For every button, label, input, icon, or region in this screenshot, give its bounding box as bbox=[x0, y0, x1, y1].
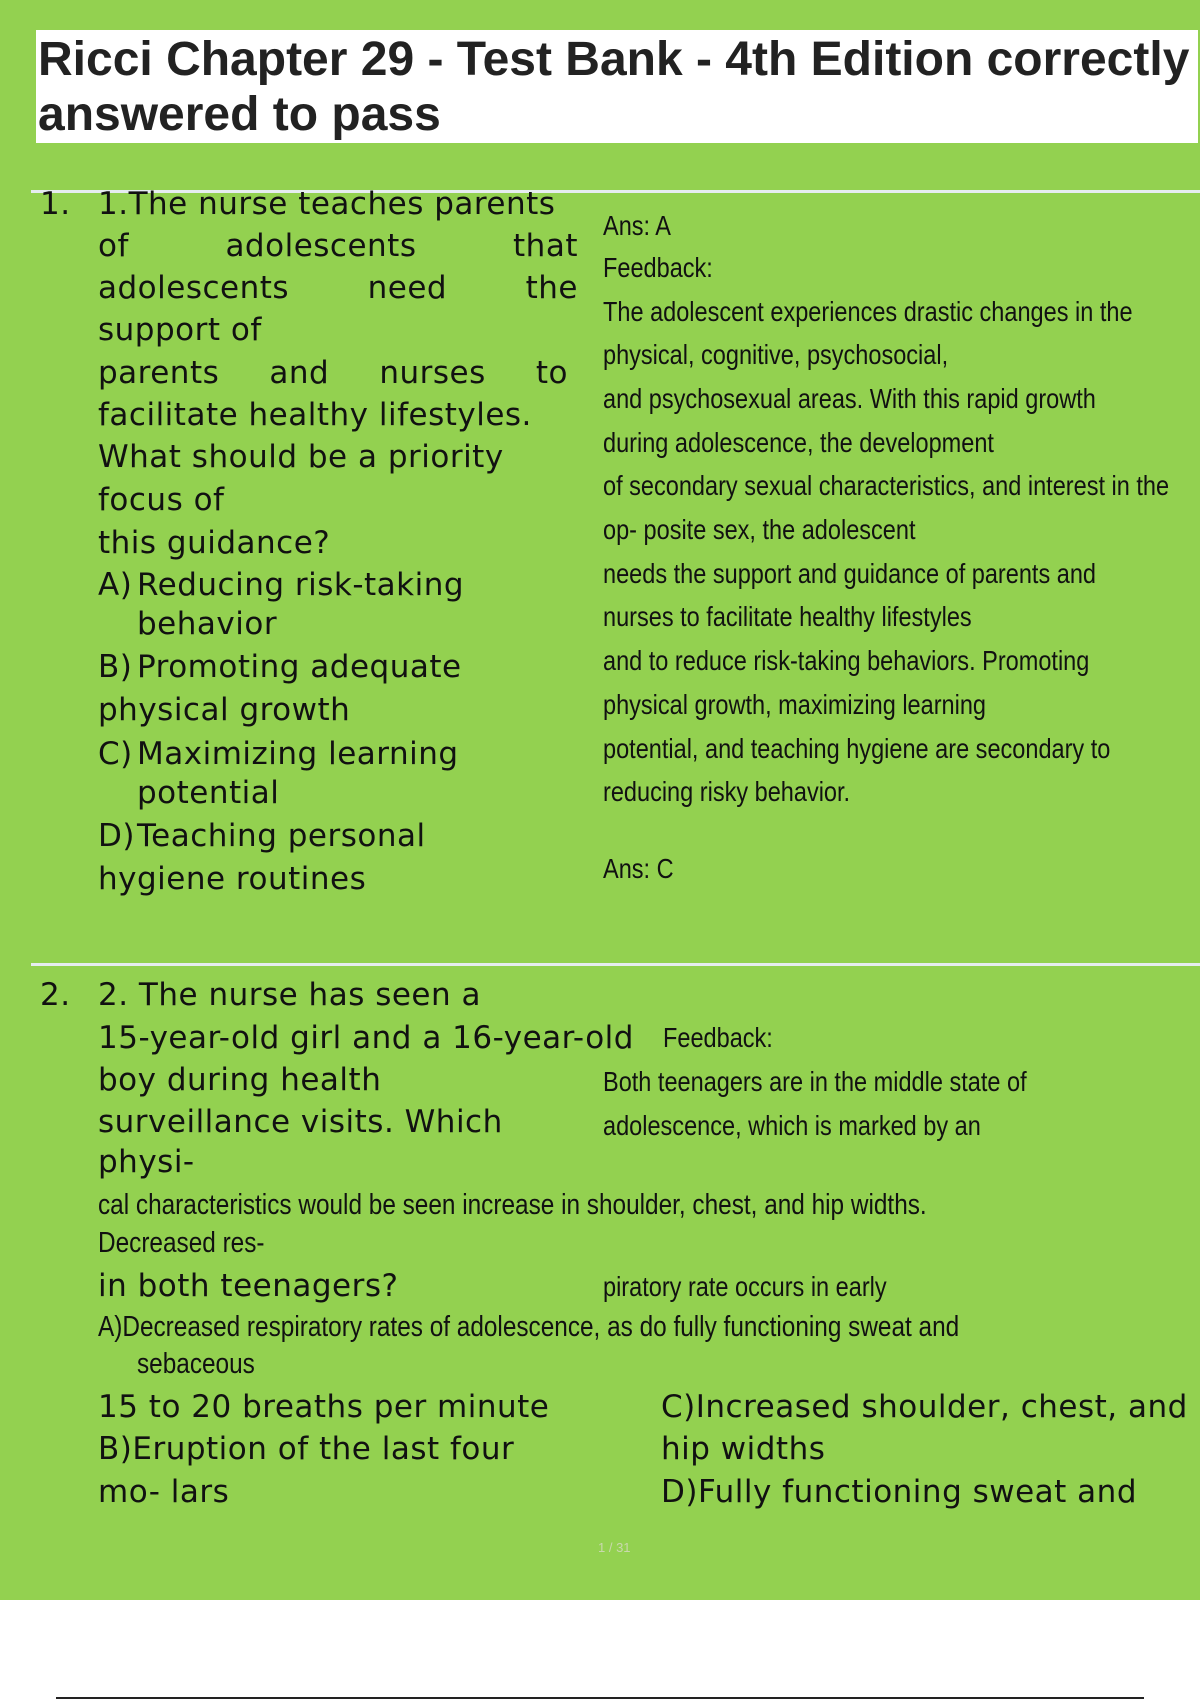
feedback-line: op- posite sex, the adolescent bbox=[603, 514, 916, 545]
stem-word: adolescents bbox=[98, 270, 290, 306]
feedback-line: during adolescence, the development bbox=[603, 427, 994, 458]
option-text: Teaching personal bbox=[137, 818, 426, 854]
option-text: D)Fully functioning sweat and bbox=[661, 1474, 1138, 1510]
option-text: A)Decreased respiratory rates of adolescence, as do fully functioning sweat and bbox=[98, 1311, 960, 1343]
option-text: behavior bbox=[137, 606, 278, 642]
question-stem-line bbox=[98, 270, 578, 306]
feedback-line: physical growth, maximizing learning bbox=[603, 689, 987, 720]
question-stem-line: 15-year-old girl and a 16-year-old bbox=[98, 1020, 634, 1056]
option-letter: D) bbox=[98, 818, 135, 854]
option-text: Promoting adequate bbox=[137, 649, 462, 685]
question-stem-line bbox=[98, 228, 578, 264]
divider-q2 bbox=[31, 963, 1200, 966]
page-title: Ricci Chapter 29 - Test Bank - 4th Edition correctly answered to pass bbox=[38, 33, 1190, 141]
stem-word: of bbox=[98, 228, 129, 264]
question-stem-line: support of bbox=[98, 312, 262, 348]
question-stem-line: facilitate healthy lifestyles. bbox=[98, 397, 532, 433]
stem-word: to bbox=[535, 355, 568, 391]
feedback-line: Decreased res- bbox=[98, 1227, 265, 1259]
feedback-line: adolescence, which is marked by an bbox=[603, 1110, 981, 1141]
option-text: hip widths bbox=[661, 1431, 826, 1467]
feedback-line: Both teenagers are in the middle state of bbox=[603, 1066, 1027, 1097]
option-letter: A) bbox=[98, 567, 133, 603]
option-text: hygiene routines bbox=[98, 861, 367, 897]
option-text: potential bbox=[137, 775, 280, 811]
feedback-line: needs the support and guidance of parents and bbox=[603, 558, 1097, 589]
feedback-line: of secondary sexual characteristics, and interest in the bbox=[603, 470, 1170, 501]
option-text: B)Eruption of the last four bbox=[98, 1431, 515, 1467]
option-text: sebaceous bbox=[137, 1348, 255, 1380]
option-text: 15 to 20 breaths per minute bbox=[98, 1389, 550, 1425]
question-stem-line: this guidance? bbox=[98, 525, 331, 561]
question-stem-line: boy during health bbox=[98, 1062, 382, 1098]
answer-label: Ans: A bbox=[603, 210, 671, 241]
question-stem-line: physi- bbox=[98, 1144, 195, 1180]
stem-word: adolescents bbox=[225, 228, 417, 264]
option-letter: B) bbox=[98, 649, 133, 685]
question-stem-line: What should be a priority bbox=[98, 439, 504, 475]
option-text: Maximizing learning bbox=[137, 736, 459, 772]
stem-word: the bbox=[525, 270, 578, 306]
question-stem-line: 2. The nurse has seen a bbox=[98, 977, 482, 1013]
bottom-divider bbox=[56, 1697, 1144, 1699]
stem-word: that bbox=[513, 228, 578, 264]
question-number: 2. bbox=[40, 977, 71, 1013]
mixed-line: cal characteristics would be seen increase in shoulder, chest, and hip widths. bbox=[98, 1189, 927, 1221]
feedback-line: and psychosexual areas. With this rapid growth bbox=[603, 383, 1096, 414]
answer-label: Ans: C bbox=[603, 853, 674, 884]
feedback-line: potential, and teaching hygiene are secondary to bbox=[603, 733, 1111, 764]
option-text: C)Increased shoulder, chest, and bbox=[661, 1389, 1188, 1425]
question-stem-line bbox=[98, 355, 568, 391]
question-stem-line: surveillance visits. Which bbox=[98, 1104, 503, 1140]
stem-word: and bbox=[269, 355, 330, 391]
question-stem-line: in both teenagers? bbox=[98, 1268, 399, 1304]
question-stem-line: focus of bbox=[98, 482, 225, 518]
option-text: physical growth bbox=[98, 692, 351, 728]
feedback-line: and to reduce risk-taking behaviors. Promoting bbox=[603, 645, 1090, 676]
option-text: mo- lars bbox=[98, 1474, 230, 1510]
option-letter: C) bbox=[98, 736, 133, 772]
feedback-line: physical, cognitive, psychosocial, bbox=[603, 339, 949, 370]
question-stem-line: 1.The nurse teaches parents bbox=[98, 186, 556, 222]
question-number: 1. bbox=[40, 186, 71, 222]
feedback-line: piratory rate occurs in early bbox=[603, 1271, 887, 1302]
feedback-line: reducing risky behavior. bbox=[603, 776, 851, 807]
stem-word: parents bbox=[98, 355, 220, 391]
stem-word: nurses bbox=[379, 355, 486, 391]
feedback-label: Feedback: bbox=[663, 1022, 773, 1053]
page-indicator: 1 / 31 bbox=[598, 1540, 631, 1555]
feedback-line: The adolescent experiences drastic changes in the bbox=[603, 296, 1133, 327]
feedback-label: Feedback: bbox=[603, 252, 713, 283]
option-text: Reducing risk-taking bbox=[137, 567, 465, 603]
stem-word: need bbox=[367, 270, 448, 306]
feedback-line: nurses to facilitate healthy lifestyles bbox=[603, 601, 972, 632]
